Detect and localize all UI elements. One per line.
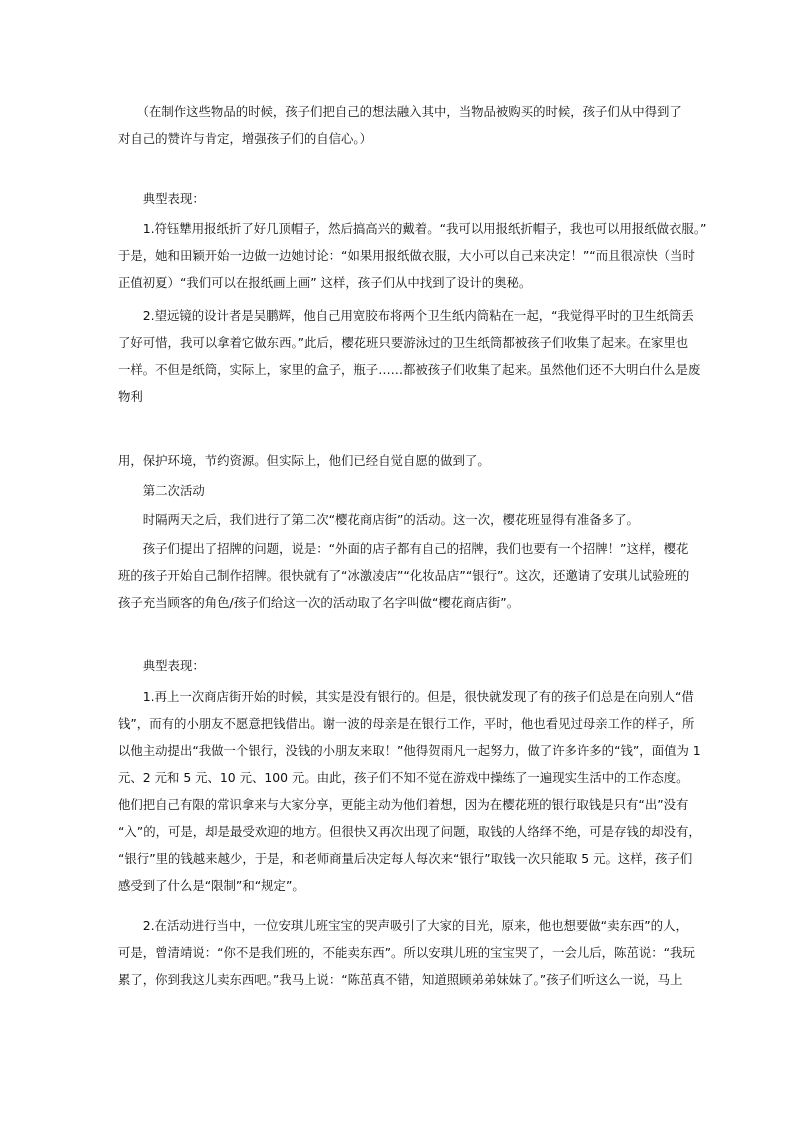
- text-line: 用，保护环境，节约资源。但实际上，他们已经自觉自愿的做到了。: [118, 453, 490, 468]
- paragraph-bank: [118, 683, 701, 899]
- text-line: 可是，曾清靖说：“你不是我们班的，不能卖东西”。所以安琪儿班的宝宝哭了，一会儿后，陈茁说：“我玩: [118, 945, 695, 960]
- paragraph-item-2: [118, 302, 701, 410]
- paragraph-continuation: [118, 447, 678, 474]
- text-line: 于是，她和田颖开始一边做一边她讨论：“如果用报纸做衣服，大小可以自己来决定！”“而且很凉快（当时: [118, 248, 695, 263]
- text-line: 元、2 元和 5 元、10 元、100 元。由此，孩子们不知不觉在游戏中操练了一遍现实生活中的工作态度。: [118, 770, 689, 785]
- paragraph-crying-child: [118, 912, 695, 993]
- text-line: 班的孩子开始自己制作招牌。很快就有了“冰激凌店”“化妆品店”“银行”。这次，还邀请了安琪儿试验班的: [118, 568, 690, 583]
- text-line: 2.望远镜的设计者是吴鹏辉，他自己用宽胶布将两个卫生纸内筒粘在一起，“我觉得平时的卫生纸筒丢: [118, 308, 694, 323]
- text-line: 时隔两天之后，我们进行了第二次“樱花商店街”的活动。这一次，樱花班显得有准备多了。: [118, 512, 639, 527]
- paragraph-signboard: [118, 535, 690, 616]
- text-line: “银行”里的钱越来越少，于是，和老师商量后决定每人每次来“银行”取钱一次只能取 5 元。这样，孩子们: [118, 851, 693, 866]
- text-line: “入”的，可是，却是最受欢迎的地方。但很快又再次出现了问题，取钱的人络绎不绝，可是存钱的却没有，: [118, 824, 701, 839]
- text-line: 孩子充当顾客的角色/孩子们给这一次的活动取了名字叫做“樱花商店街”。: [118, 595, 520, 610]
- text-line: 累了，你到我这儿卖东西吧。”我马上说：“陈茁真不错，知道照顾弟弟妹妹了。”孩子们听这么一说，马上: [118, 972, 683, 987]
- heading-second-activity: [118, 477, 678, 504]
- text-line: 对自己的赞许与肯定，增强孩子们的自信心。）: [118, 131, 373, 146]
- text-line: 典型表现：: [118, 191, 205, 206]
- text-line: 感受到了什么是“限制”和“规定”。: [118, 878, 305, 893]
- text-line: 1.再上一次商店街开始的时候，其实是没有银行的。但是，很快就发现了有的孩子们总是在向别人“借: [118, 689, 694, 704]
- paragraph-item-1: [118, 215, 707, 296]
- text-line: 了好可惜，我可以拿着它做东西。”此后，樱花班只要游泳过的卫生纸筒都被孩子们收集了起来。在家里也: [118, 335, 689, 350]
- paragraph-second-activity-intro: [118, 506, 678, 533]
- paragraph-intro-note: [118, 98, 682, 152]
- text-line: 以他主动提出“我做一个银行，没钱的小朋友来取！”他得贺雨凡一起努力，做了许多许多的“钱”，面值为 1: [118, 743, 701, 758]
- heading-typical-performance-1: [118, 185, 678, 212]
- heading-typical-performance-2: [118, 652, 678, 679]
- text-line: 1.符钰犨用报纸折了好几顶帽子，然后搞高兴的戴着。“我可以用报纸折帽子，我也可以用报纸做衣服。”: [118, 221, 707, 236]
- text-line: 第二次活动: [118, 483, 205, 498]
- text-line: 他们把自己有限的常识拿来与大家分享，更能主动为他们着想，因为在樱花班的银行取钱是只有“出”没有: [118, 797, 689, 812]
- text-line: 物利: [118, 389, 143, 404]
- text-line: 孩子们提出了招牌的问题，说是：“外面的店子都有自己的招牌，我们也要有一个招牌！”这样，樱花: [118, 541, 689, 556]
- text-line: 典型表现：: [118, 658, 205, 673]
- text-line: 2.在活动进行当中，一位安琪儿班宝宝的哭声吸引了大家的目光，原来，他也想要做“卖东西”的人，: [118, 918, 688, 933]
- text-line: 一样。不但是纸筒，实际上，家里的盒子，瓶子……都被孩子们收集了起来。虽然他们还不大明白什么是废: [118, 362, 701, 377]
- text-line: （在制作这些物品的时候，孩子们把自己的想法融入其中，当物品被购买的时候，孩子们从中得到了: [118, 104, 682, 119]
- text-line: 钱”，而有的小朋友不愿意把钱借出。谢一波的母亲是在银行工作，平时，他也看见过母亲工作的样子，所: [118, 716, 695, 731]
- text-line: 正值初夏）“我们可以在报纸画上画” 这样，孩子们从中找到了设计的奥秘。: [118, 275, 532, 290]
